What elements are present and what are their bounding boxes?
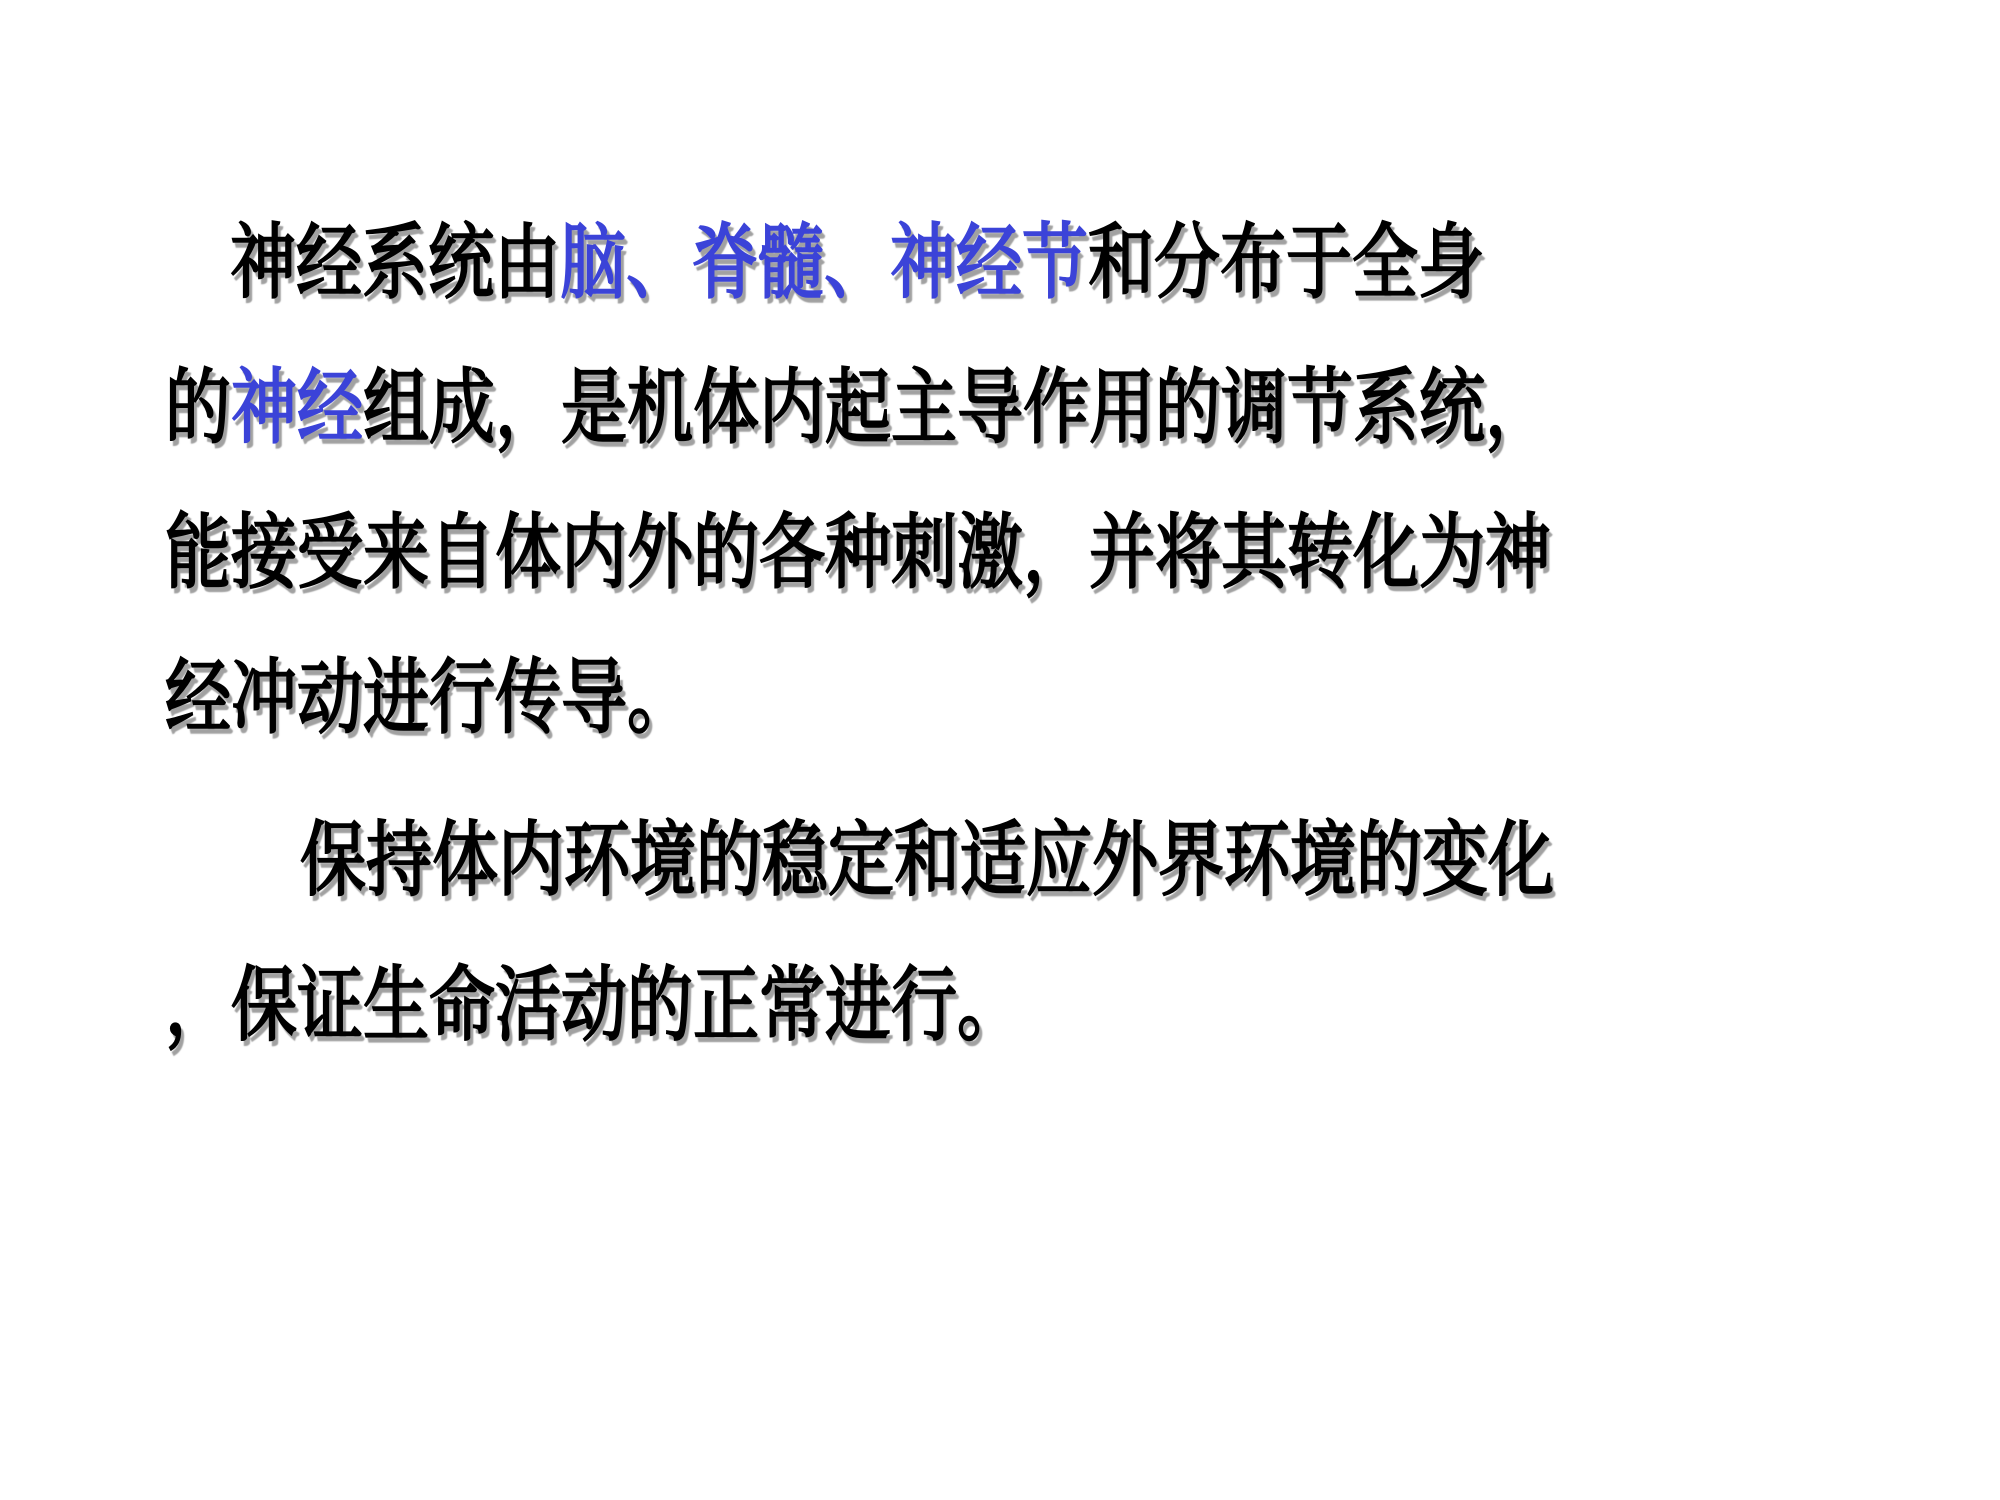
text-line: [165, 933, 1495, 1078]
text-run: ，保证生命活动的正常进行。: [165, 958, 1023, 1051]
text-run: 组成，是机体内起主导作用的调节系统，: [363, 361, 1551, 453]
text-run: 能接受来自体内外的各种刺激，并将其转化为神: [165, 506, 1551, 598]
text-line: [165, 625, 1495, 770]
text-run: 保持体内环境的稳定和适应外界环境的变化: [300, 813, 1554, 906]
text-line: [165, 335, 1551, 480]
slide-text: [165, 190, 1554, 1078]
text-line: [165, 788, 1554, 933]
text-run: 经冲动进行传导。: [165, 651, 693, 744]
text-line: [165, 480, 1551, 625]
text-line: [165, 190, 1495, 335]
paragraph: [165, 788, 1554, 1078]
text-run: 神经系统由: [230, 216, 560, 308]
highlighted-text-run: 神经: [231, 361, 363, 453]
paragraph: [165, 190, 1551, 770]
highlighted-text-run: 脑、脊髓、神经节: [560, 216, 1088, 308]
text-run: 和分布于全身: [1088, 216, 1484, 308]
text-run: 的: [165, 361, 231, 453]
